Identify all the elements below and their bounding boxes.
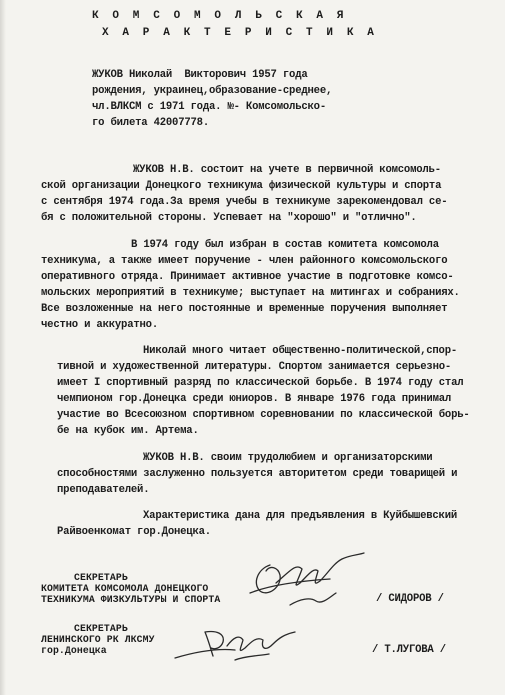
doc-title-line-2: Х А Р А К Т Е Р И С Т И К А xyxy=(102,27,378,39)
para2-line: В 1974 году был избран в состав комитета комсомола xyxy=(131,239,439,251)
para5-line: Характеристика дана для предъявления в Куйбышевский xyxy=(143,510,458,522)
para1-line: с сентября 1974 года.За время учебы в техникуме зарекомендовал се- xyxy=(41,196,448,208)
doc-title-line-1: К О М С О М О Л Ь С К А Я xyxy=(92,10,348,22)
signature1-org: ТЕХНИКУМА ФИЗКУЛЬТУРЫ И СПОРТА xyxy=(41,594,221,605)
signature1-name: / СИДОРОВ / xyxy=(376,593,444,605)
header-line: рождения, украинец,образование-среднее, xyxy=(92,85,333,97)
para3-line: имеет I спортивный разряд по классической борьбе. В 1974 году стал xyxy=(57,377,464,389)
para1-line: ЖУКОВ Н.В. состоит на учете в первичной комсомоль- xyxy=(133,164,441,176)
signature2-org: ЛЕНИНСКОГО РК ЛКСМУ xyxy=(41,634,155,645)
para3-line: Николай много читает общественно-политической,спор- xyxy=(143,345,458,357)
para3-line: тивной и художественной литературы. Спортом занимается серьезно- xyxy=(57,361,452,373)
para4-line: преподавателей. xyxy=(57,484,150,496)
para3-line: чемпионом гор.Донецка среди юниоров. В январе 1976 года принимал xyxy=(57,393,452,405)
para5-line: Райвоенкомат гор.Донецка. xyxy=(57,526,211,538)
para2-line: Все возложенные на него постоянные и временные поручения выполняет xyxy=(41,303,448,315)
header-line: ЖУКОВ Николай Викторович 1957 года xyxy=(92,69,308,81)
header-line: чл.ВЛКСМ с 1971 года. №- Комсомольско- xyxy=(92,101,326,113)
para3-line: участие во Всесоюзном спортивном соревновании по классической борь- xyxy=(57,409,470,421)
scan-shadow xyxy=(0,0,6,695)
signature2-org: гор.Донецка xyxy=(41,645,107,656)
para4-line: ЖУКОВ Н.В. своим трудолюбием и организаторскими xyxy=(143,452,433,464)
para2-line: честно и аккуратно. xyxy=(41,319,158,331)
signature2-name: / Т.ЛУГОВА / xyxy=(372,644,446,656)
para3-line: бе на кубок им. Артема. xyxy=(57,425,199,437)
para2-line: оперативного отряда. Принимает активное участие в подготовке комсо- xyxy=(41,271,454,283)
para1-line: ской организации Донецкого техникума физической культуры и спорта xyxy=(41,180,442,192)
para1-line: бя с положительной стороны. Успевает на "хорошо" и "отлично". xyxy=(41,212,417,224)
handwritten-signature-2 xyxy=(165,612,305,672)
signature1-org: КОМИТЕТА КОМСОМОЛА ДОНЕЦКОГО xyxy=(41,583,209,594)
signature2-title: СЕКРЕТАРЬ xyxy=(74,623,128,634)
para2-line: мольских мероприятий в техникуме; выступает на митингах и собраниях. xyxy=(41,287,460,299)
header-line: го билета 42007778. xyxy=(92,117,209,129)
para2-line: техникума, а также имеет поручение - член районного комсомольского xyxy=(41,255,448,267)
signature1-title: СЕКРЕТАРЬ xyxy=(74,572,128,583)
para4-line: способностями заслуженно пользуется авторитетом среди товарищей и xyxy=(57,468,458,480)
